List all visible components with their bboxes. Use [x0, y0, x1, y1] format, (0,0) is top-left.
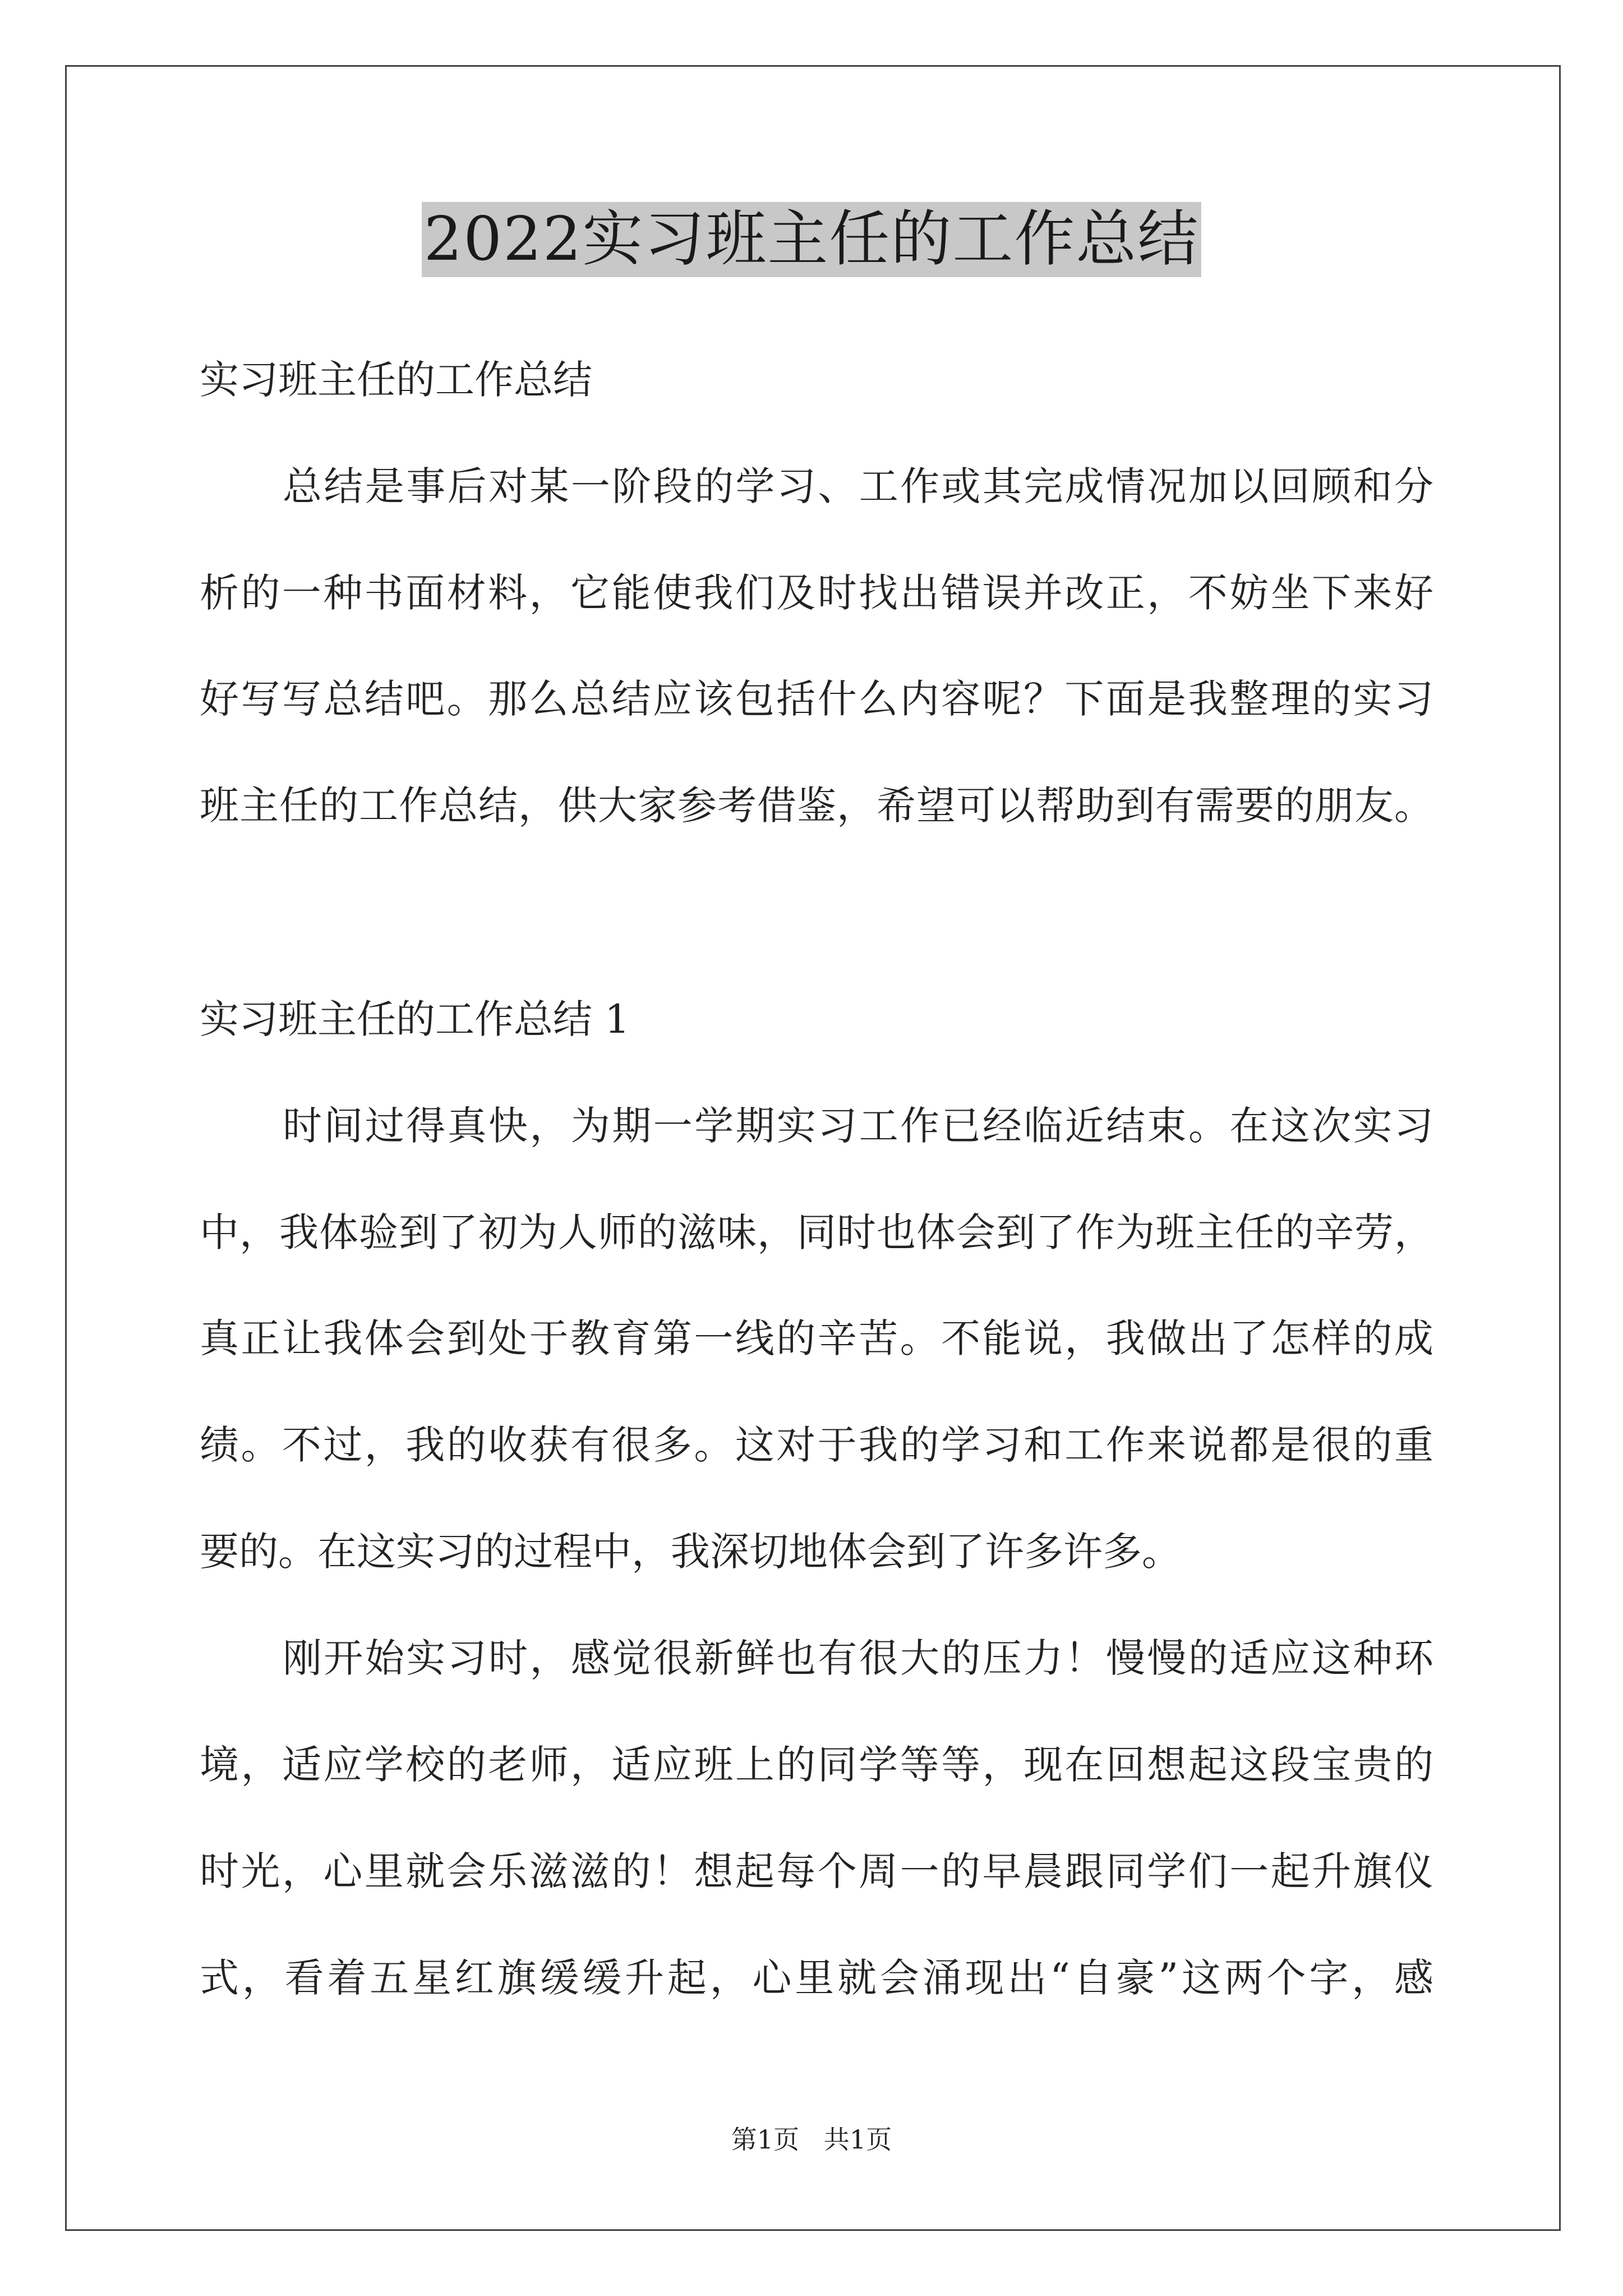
- intro-line-2: 析的一种书面材料，它能使我们及时找出错误并改正，不妨坐下来好: [200, 570, 1433, 616]
- paragraph2-line-2: 境，适应学校的老师，适应班上的同学等等，现在回想起这段宝贵的: [200, 1742, 1433, 1788]
- document-title: 2022实习班主任的工作总结: [422, 202, 1202, 277]
- paragraph2-line-1: 刚开始实习时，感觉很新鲜也有很大的压力！慢慢的适应这种环: [283, 1635, 1433, 1681]
- intro-line-1: 总结是事后对某一阶段的学习、工作或其完成情况加以回顾和分: [283, 463, 1433, 509]
- section-heading: 实习班主任的工作总结 1: [200, 996, 630, 1042]
- paragraph1-line-5: 要的。在这实习的过程中，我深切地体会到了许多许多。: [200, 1529, 1181, 1575]
- intro-line-3: 好写写总结吧。那么总结应该包括什么内容呢？下面是我整理的实习: [200, 676, 1433, 722]
- intro-line-4: 班主任的工作总结，供大家参考借鉴，希望可以帮助到有需要的朋友。: [200, 783, 1433, 829]
- paragraph2-line-3: 时光，心里就会乐滋滋的！想起每个周一的早晨跟同学们一起升旗仪: [200, 1848, 1433, 1894]
- paragraph2-line-4: 式，看着五星红旗缓缓升起，心里就会涌现出“自豪”这两个字，感: [200, 1955, 1433, 2001]
- paragraph1-line-1: 时间过得真快，为期一学期实习工作已经临近结束。在这次实习: [283, 1103, 1433, 1149]
- document-subtitle: 实习班主任的工作总结: [200, 357, 592, 403]
- title-container: [0, 202, 1623, 277]
- paragraph1-line-3: 真正让我体会到处于教育第一线的辛苦。不能说，我做出了怎样的成: [200, 1315, 1433, 1361]
- page-footer: 第1页 共1页: [731, 2124, 892, 2155]
- paragraph1-line-4: 绩。不过，我的收获有很多。这对于我的学习和工作来说都是很的重: [200, 1422, 1433, 1468]
- paragraph1-line-2: 中，我体验到了初为人师的滋味，同时也体会到了作为班主任的辛劳，: [200, 1209, 1433, 1255]
